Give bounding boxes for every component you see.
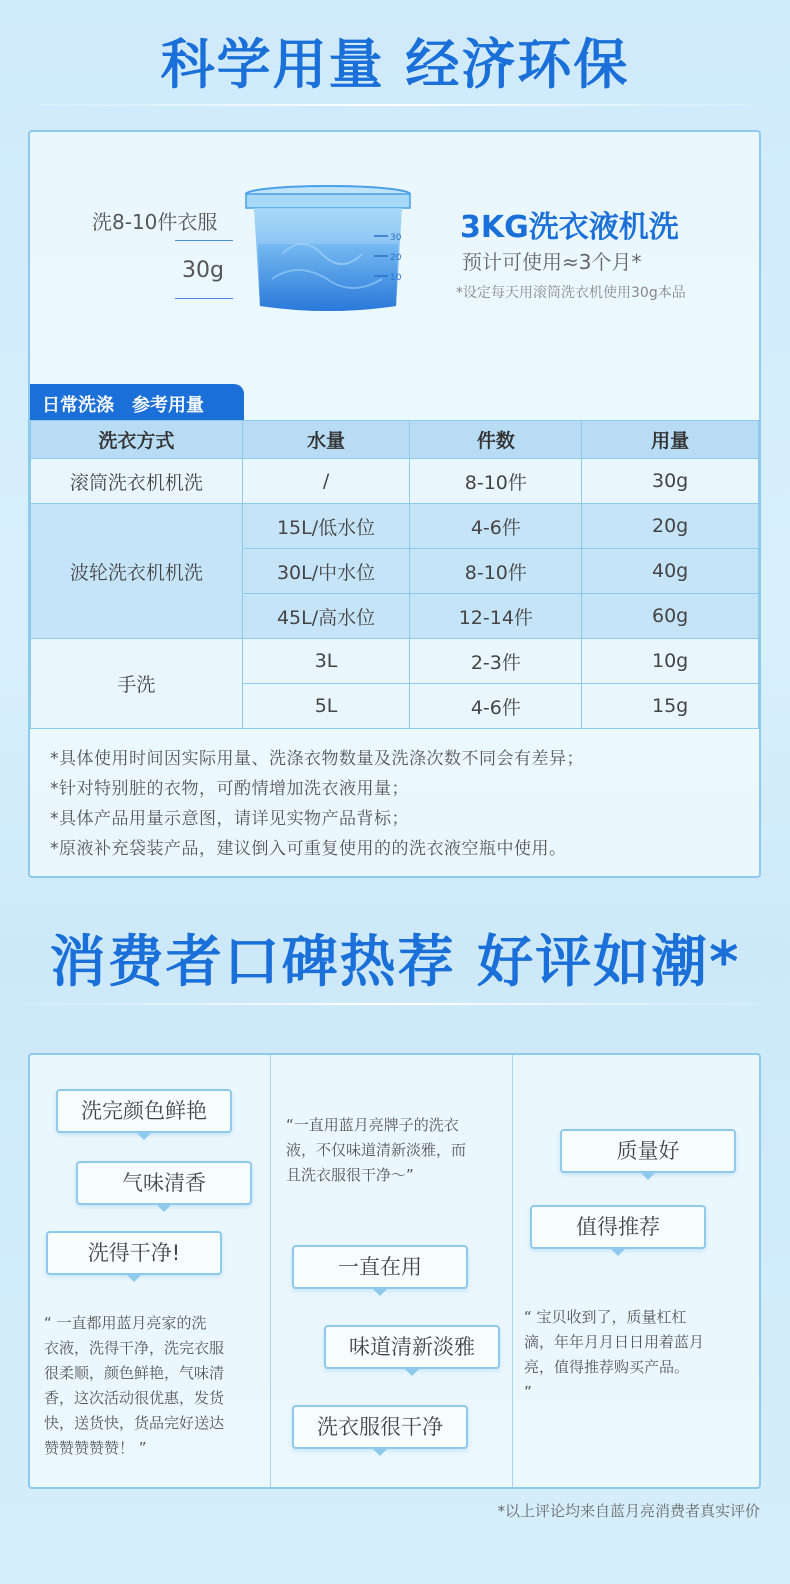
review-tag: 气味清香 bbox=[76, 1161, 252, 1205]
review-quote bbox=[286, 1113, 508, 1188]
divider bbox=[0, 1003, 790, 1005]
table-header: 件数 bbox=[410, 421, 582, 459]
table-cell: 滚筒洗衣机机洗 bbox=[31, 459, 243, 504]
review-quote bbox=[44, 1311, 266, 1461]
product-note: *设定每天用滚筒洗衣机使用30g本品 bbox=[456, 285, 686, 301]
column-separator bbox=[512, 1055, 513, 1487]
reviews-card bbox=[28, 1053, 761, 1489]
quote-line: “一直用蓝月亮牌子的洗衣 bbox=[286, 1116, 459, 1134]
table-cell: 手洗 bbox=[31, 639, 243, 729]
table-cell: 8-10件 bbox=[410, 549, 582, 594]
table-cell: 40g bbox=[582, 549, 759, 594]
quote-line: “ 一直都用蓝月亮家的洗 bbox=[44, 1314, 207, 1332]
quote-line: 很柔顺，颜色鲜艳，气味清 bbox=[44, 1364, 225, 1382]
table-cell: 45L/高水位 bbox=[242, 594, 410, 639]
table-cell: 30g bbox=[582, 459, 759, 504]
table-row bbox=[31, 639, 759, 684]
review-quote bbox=[524, 1305, 754, 1405]
table-cell: 30L/中水位 bbox=[242, 549, 410, 594]
quote-line: 且洗衣服很干净～” bbox=[286, 1166, 414, 1184]
note-line: *原液补充袋装产品，建议倒入可重复使用的的洗衣液空瓶中使用。 bbox=[50, 839, 567, 859]
measuring-cup-image bbox=[242, 184, 414, 324]
cup-mark-10: 10 bbox=[390, 273, 402, 283]
review-tag: 洗衣服很干净 bbox=[292, 1405, 468, 1449]
table-tag: 日常洗涤 参考用量 bbox=[30, 384, 244, 420]
review-tag: 质量好 bbox=[560, 1129, 736, 1173]
divider bbox=[0, 104, 790, 106]
table-cell: 15g bbox=[582, 684, 759, 729]
cup-mark-30: 30 bbox=[390, 233, 402, 243]
column-separator bbox=[270, 1055, 271, 1487]
table-header-row bbox=[31, 421, 759, 459]
table-cell: / bbox=[242, 459, 410, 504]
table-cell: 8-10件 bbox=[410, 459, 582, 504]
table-cell: 4-6件 bbox=[410, 504, 582, 549]
cup-mark-20: 20 bbox=[390, 253, 402, 263]
table-cell: 波轮洗衣机机洗 bbox=[31, 504, 243, 639]
quote-line: 衣液，洗得干净，洗完衣服 bbox=[44, 1339, 225, 1357]
quote-line: 快，送货快，货品完好送达 bbox=[44, 1414, 225, 1432]
table-header: 洗衣方式 bbox=[31, 421, 243, 459]
label-rule bbox=[175, 240, 233, 241]
product-title: 3KG洗衣液机洗 bbox=[460, 210, 679, 245]
dose-label: 30g bbox=[182, 258, 224, 283]
table-cell: 60g bbox=[582, 594, 759, 639]
review-tag: 洗得干净! bbox=[46, 1231, 222, 1275]
review-tag: 味道清新淡雅 bbox=[324, 1325, 500, 1369]
review-tag: 洗完颜色鲜艳 bbox=[56, 1089, 232, 1133]
table-cell: 15L/低水位 bbox=[242, 504, 410, 549]
table-row bbox=[31, 504, 759, 549]
note-line: *具体使用时间因实际用量、洗涤衣物数量及洗涤次数不同会有差异； bbox=[50, 749, 584, 769]
reviews-footnote: *以上评论均来自蓝月亮消费者真实评价 bbox=[497, 1502, 760, 1520]
quote-line: ” bbox=[524, 1383, 532, 1401]
note-line: *针对特别脏的衣物，可酌情增加洗衣液用量； bbox=[50, 779, 409, 799]
table-cell: 20g bbox=[582, 504, 759, 549]
quote-line: 亮，值得推荐购买产品。 bbox=[524, 1358, 690, 1376]
label-rule bbox=[175, 298, 233, 299]
table-cell: 3L bbox=[242, 639, 410, 684]
quote-line: 液，不仅味道清新淡雅，而 bbox=[286, 1141, 467, 1159]
quote-line: 赞赞赞赞赞！ ” bbox=[44, 1439, 147, 1457]
dosage-card bbox=[28, 130, 761, 878]
quote-line: “ 宝贝收到了，质量杠杠 bbox=[524, 1308, 687, 1326]
wash-count-label: 洗8-10件衣服 bbox=[92, 210, 218, 234]
review-tag: 一直在用 bbox=[292, 1245, 468, 1289]
table-header: 用量 bbox=[582, 421, 759, 459]
note-line: *具体产品用量示意图，请详见实物产品背标； bbox=[50, 809, 409, 829]
dosage-table bbox=[30, 420, 759, 729]
quote-line: 香，这次活动很优惠，发货 bbox=[44, 1389, 225, 1407]
review-tag: 值得推荐 bbox=[530, 1205, 706, 1249]
table-cell: 5L bbox=[242, 684, 410, 729]
section-title-dosage: 科学用量 经济环保 bbox=[160, 33, 630, 96]
table-cell: 10g bbox=[582, 639, 759, 684]
table-cell: 2-3件 bbox=[410, 639, 582, 684]
table-row bbox=[31, 459, 759, 504]
table-header: 水量 bbox=[242, 421, 410, 459]
section-title-reviews: 消费者口碑热荐 好评如潮* bbox=[49, 930, 741, 995]
table-cell: 12-14件 bbox=[410, 594, 582, 639]
product-subtitle: 预计可使用≈3个月* bbox=[462, 250, 642, 274]
quote-line: 滴，年年月月日日用着蓝月 bbox=[524, 1333, 705, 1351]
table-cell: 4-6件 bbox=[410, 684, 582, 729]
